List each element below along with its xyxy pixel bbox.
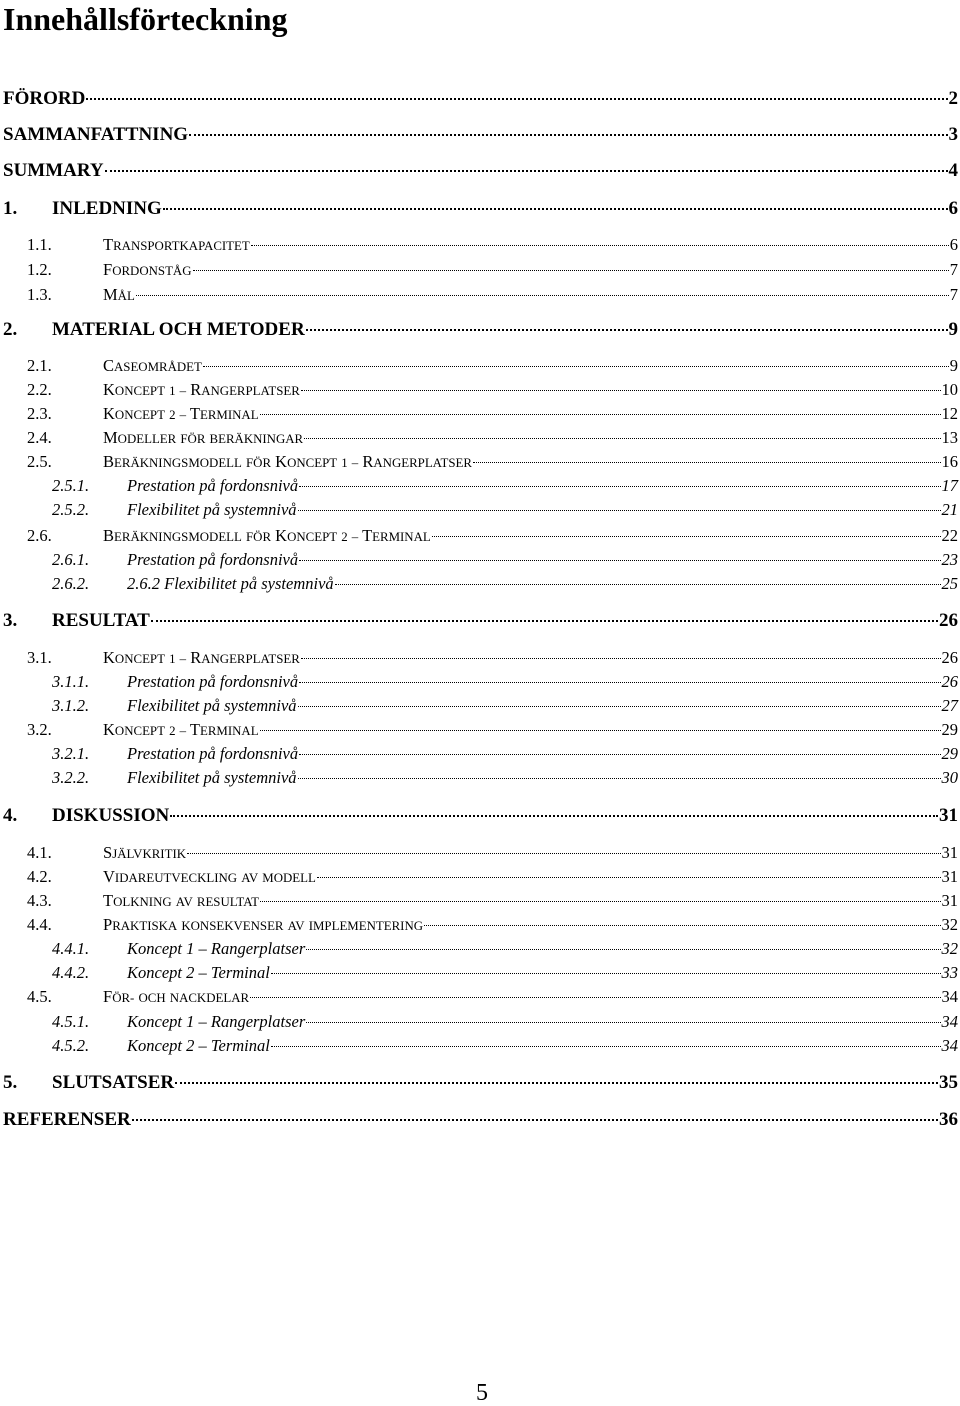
toc-entry-number: 3.2.1.: [0, 743, 127, 765]
toc-entry[interactable]: [0, 284, 960, 307]
toc-entry-title: SLUTSATSER: [52, 1072, 174, 1094]
toc-entry-page: 32: [942, 914, 960, 936]
toc-entry[interactable]: [0, 1109, 960, 1131]
dot-leader: [193, 270, 949, 271]
toc-entry-page: 9: [949, 319, 960, 341]
toc-entry-page: 33: [942, 962, 960, 984]
toc-entry-page: 31: [939, 805, 960, 827]
toc-entry-title: Koncept 2 – Terminal: [127, 962, 270, 984]
toc-entry-page: 22: [942, 525, 960, 547]
toc-entry[interactable]: [0, 451, 960, 474]
page-number: 5: [470, 1380, 494, 1406]
dot-leader: [136, 295, 949, 296]
toc-entry[interactable]: [0, 573, 960, 595]
dot-leader: [298, 510, 941, 511]
toc-entry-title: Prestation på fordonsnivå: [127, 475, 298, 497]
toc-entry-page: 4: [949, 160, 960, 182]
toc-entry-page: 26: [942, 671, 960, 693]
toc-entry-page: 7: [950, 284, 960, 306]
toc-entry[interactable]: [0, 767, 960, 789]
dot-leader: [271, 973, 941, 974]
toc-entry-title: MODELLER FÖR BERÄKNINGAR: [103, 427, 303, 450]
toc-entry-title: Koncept 1 – Rangerplatser: [127, 1011, 305, 1033]
dot-leader: [317, 877, 941, 878]
toc-entry-page: 27: [942, 695, 960, 717]
toc-entry-title: BERÄKNINGSMODELL FÖR KONCEPT 2 – TERMINAL: [103, 525, 431, 548]
dot-leader: [299, 754, 940, 755]
toc-entry-title: KONCEPT 2 – TERMINAL: [103, 403, 259, 426]
toc-entry[interactable]: [0, 549, 960, 571]
toc-entry-number: 2.6.1.: [0, 549, 127, 571]
dot-leader: [189, 134, 947, 136]
toc-entry-title: REFERENSER: [3, 1109, 131, 1131]
toc-entry-title: Prestation på fordonsnivå: [127, 549, 298, 571]
toc-entry-title: RESULTAT: [52, 610, 150, 632]
toc-entry-title: PRAKTISKA KONSEKVENSER AV IMPLEMENTERING: [103, 914, 423, 937]
toc-entry[interactable]: [0, 319, 960, 341]
toc-entry-number: 4.2.: [0, 866, 103, 888]
toc-entry-number: 2.2.: [0, 379, 103, 401]
toc-entry[interactable]: [0, 890, 960, 913]
dot-leader: [306, 1022, 940, 1023]
toc-entry-number: 2.5.1.: [0, 475, 127, 497]
dot-leader: [299, 682, 940, 683]
toc-entry-number: 3.1.1.: [0, 671, 127, 693]
toc-entry-number: 4.4.1.: [0, 938, 127, 960]
dot-leader: [424, 925, 940, 926]
toc-entry-page: 26: [942, 647, 960, 669]
toc-entry[interactable]: [0, 160, 960, 182]
toc-entry[interactable]: [0, 198, 960, 220]
toc-entry-title: KONCEPT 2 – TERMINAL: [103, 719, 259, 742]
dot-leader: [306, 329, 948, 331]
dot-leader: [251, 245, 949, 246]
toc-entry[interactable]: [0, 610, 960, 632]
toc-entry[interactable]: [0, 1011, 960, 1033]
toc-entry-number: 4.5.: [0, 986, 103, 1008]
toc-entry-page: 21: [942, 499, 960, 521]
dot-leader: [306, 949, 940, 950]
dot-leader: [271, 1046, 941, 1047]
toc-entry[interactable]: [0, 671, 960, 693]
toc-entry[interactable]: [0, 259, 960, 282]
toc-entry-number: 1.: [0, 198, 52, 220]
toc-entry[interactable]: [0, 403, 960, 426]
dot-leader: [260, 901, 941, 902]
toc-entry-number: 2.: [0, 319, 52, 341]
dot-leader: [132, 1119, 938, 1121]
toc-entry[interactable]: [0, 1035, 960, 1057]
toc-entry-number: 2.6.2.: [0, 573, 127, 595]
toc-entry-title: Flexibilitet på systemnivå: [127, 695, 297, 717]
toc-entry-page: 25: [942, 573, 960, 595]
toc-entry-title: KONCEPT 1 – RANGERPLATSER: [103, 647, 300, 670]
toc-entry-page: 34: [942, 986, 960, 1008]
dot-leader: [187, 853, 940, 854]
toc-entry-number: 2.5.: [0, 451, 103, 473]
toc-entry-page: 7: [950, 259, 960, 281]
toc-entry[interactable]: [0, 379, 960, 402]
toc-entry-number: 2.6.: [0, 525, 103, 547]
toc-entry-title: 2.6.2 Flexibilitet på systemnivå: [127, 573, 334, 595]
toc-entry-number: 2.5.2.: [0, 499, 127, 521]
toc-entry-title: Koncept 1 – Rangerplatser: [127, 938, 305, 960]
toc-entry[interactable]: [0, 695, 960, 717]
dot-leader: [151, 620, 938, 622]
toc-entry-number: 2.4.: [0, 427, 103, 449]
toc-entry-title: Prestation på fordonsnivå: [127, 671, 298, 693]
toc-entry-number: 3.: [0, 610, 52, 632]
toc-entry[interactable]: [0, 719, 960, 742]
dot-leader: [163, 208, 948, 210]
toc-entry-page: 36: [939, 1109, 960, 1131]
toc-entry[interactable]: [0, 986, 960, 1009]
dot-leader: [299, 560, 940, 561]
toc-entry[interactable]: [0, 866, 960, 889]
toc-entry-page: 10: [942, 379, 960, 401]
toc-entry-page: 30: [942, 767, 960, 789]
toc-entry-page: 13: [942, 427, 960, 449]
toc-entry[interactable]: [0, 499, 960, 521]
toc-entry-page: 17: [942, 475, 960, 497]
toc-entry-title: INLEDNING: [52, 198, 162, 220]
toc-entry-page: 12: [942, 403, 960, 425]
toc-entry[interactable]: [0, 962, 960, 984]
toc-entry-number: 4.5.2.: [0, 1035, 127, 1057]
dot-leader: [105, 170, 948, 172]
toc-entry-page: 34: [942, 1011, 960, 1033]
toc-entry-page: 9: [950, 355, 960, 377]
toc-entry-title: KONCEPT 1 – RANGERPLATSER: [103, 379, 300, 402]
toc-entry-title: SUMMARY: [3, 160, 104, 182]
toc-entry-number: 4.4.: [0, 914, 103, 936]
toc-entry-page: 29: [942, 743, 960, 765]
toc-entry-page: 31: [942, 866, 960, 888]
toc-entry-title: BERÄKNINGSMODELL FÖR KONCEPT 1 – RANGERPLATSER: [103, 451, 472, 474]
toc-entry[interactable]: [0, 914, 960, 937]
dot-leader: [335, 584, 941, 585]
dot-leader: [304, 438, 940, 439]
toc-entry-page: 34: [942, 1035, 960, 1057]
toc-entry[interactable]: [0, 124, 960, 146]
toc-entry-title: FÖR- OCH NACKDELAR: [103, 986, 249, 1009]
page-title: Innehållsförteckning: [3, 0, 287, 38]
toc-entry-page: 31: [942, 842, 960, 864]
toc-entry-page: 29: [942, 719, 960, 741]
toc-entry[interactable]: [0, 805, 960, 827]
toc-entry-title: TRANSPORTKAPACITET: [103, 234, 250, 257]
toc-entry-title: FÖRORD: [3, 88, 85, 110]
dot-leader: [260, 730, 941, 731]
toc-entry[interactable]: [0, 1072, 960, 1094]
dot-leader: [175, 1082, 938, 1084]
toc-entry-title: FORDONSTÅG: [103, 259, 192, 282]
dot-leader: [301, 658, 941, 659]
dot-leader: [301, 390, 941, 391]
toc-entry-title: SJÄLVKRITIK: [103, 842, 186, 865]
toc-entry[interactable]: [0, 743, 960, 765]
toc-entry-page: 16: [942, 451, 960, 473]
dot-leader: [203, 366, 949, 367]
toc-entry-number: 3.1.2.: [0, 695, 127, 717]
toc-entry[interactable]: [0, 88, 960, 110]
dot-leader: [298, 706, 941, 707]
toc-entry-number: 4.5.1.: [0, 1011, 127, 1033]
dot-leader: [86, 98, 947, 100]
toc-entry-page: 2: [949, 88, 960, 110]
toc-entry-page: 31: [942, 890, 960, 912]
toc-entry-page: 32: [942, 938, 960, 960]
toc-entry-title: MATERIAL OCH METODER: [52, 319, 305, 341]
toc-entry[interactable]: [0, 842, 960, 865]
toc-entry-page: 3: [949, 124, 960, 146]
dot-leader: [260, 414, 941, 415]
toc-entry-number: 4.4.2.: [0, 962, 127, 984]
toc-entry-number: 5.: [0, 1072, 52, 1094]
toc-entry-title: Prestation på fordonsnivå: [127, 743, 298, 765]
toc-entry-number: 2.3.: [0, 403, 103, 425]
toc-entry[interactable]: [0, 355, 960, 378]
toc-entry-title: Flexibilitet på systemnivå: [127, 499, 297, 521]
toc-entry-title: VIDAREUTVECKLING AV MODELL: [103, 866, 316, 889]
dot-leader: [170, 815, 938, 817]
toc-entry-title: SAMMANFATTNING: [3, 124, 188, 146]
toc-entry[interactable]: [0, 234, 960, 257]
dot-leader: [432, 536, 941, 537]
toc-entry-number: 1.3.: [0, 284, 103, 306]
toc-entry[interactable]: [0, 427, 960, 450]
toc-entry-title: Flexibilitet på systemnivå: [127, 767, 297, 789]
toc-entry[interactable]: [0, 475, 960, 497]
toc-entry-number: 4.: [0, 805, 52, 827]
toc-entry-number: 4.3.: [0, 890, 103, 912]
toc-entry-number: 3.2.: [0, 719, 103, 741]
dot-leader: [299, 486, 940, 487]
toc-entry[interactable]: [0, 647, 960, 670]
toc-entry-page: 6: [950, 234, 960, 256]
toc-entry-page: 35: [939, 1072, 960, 1094]
toc-entry-title: TOLKNING AV RESULTAT: [103, 890, 259, 913]
toc-entry-title: DISKUSSION: [52, 805, 169, 827]
dot-leader: [473, 462, 941, 463]
dot-leader: [250, 997, 940, 998]
toc-entry-title: Koncept 2 – Terminal: [127, 1035, 270, 1057]
toc-entry-number: 3.1.: [0, 647, 103, 669]
toc-entry-title: MÅL: [103, 284, 135, 307]
toc-entry[interactable]: [0, 525, 960, 548]
toc-entry-title: CASEOMRÅDET: [103, 355, 202, 378]
toc-entry-page: 6: [949, 198, 960, 220]
toc-entry-number: 2.1.: [0, 355, 103, 377]
dot-leader: [298, 778, 941, 779]
toc-entry-number: 1.2.: [0, 259, 103, 281]
toc-entry-number: 4.1.: [0, 842, 103, 864]
toc-entry[interactable]: [0, 938, 960, 960]
toc-entry-page: 23: [942, 549, 960, 571]
toc-entry-number: 1.1.: [0, 234, 103, 256]
toc-entry-number: 3.2.2.: [0, 767, 127, 789]
toc-entry-page: 26: [939, 610, 960, 632]
